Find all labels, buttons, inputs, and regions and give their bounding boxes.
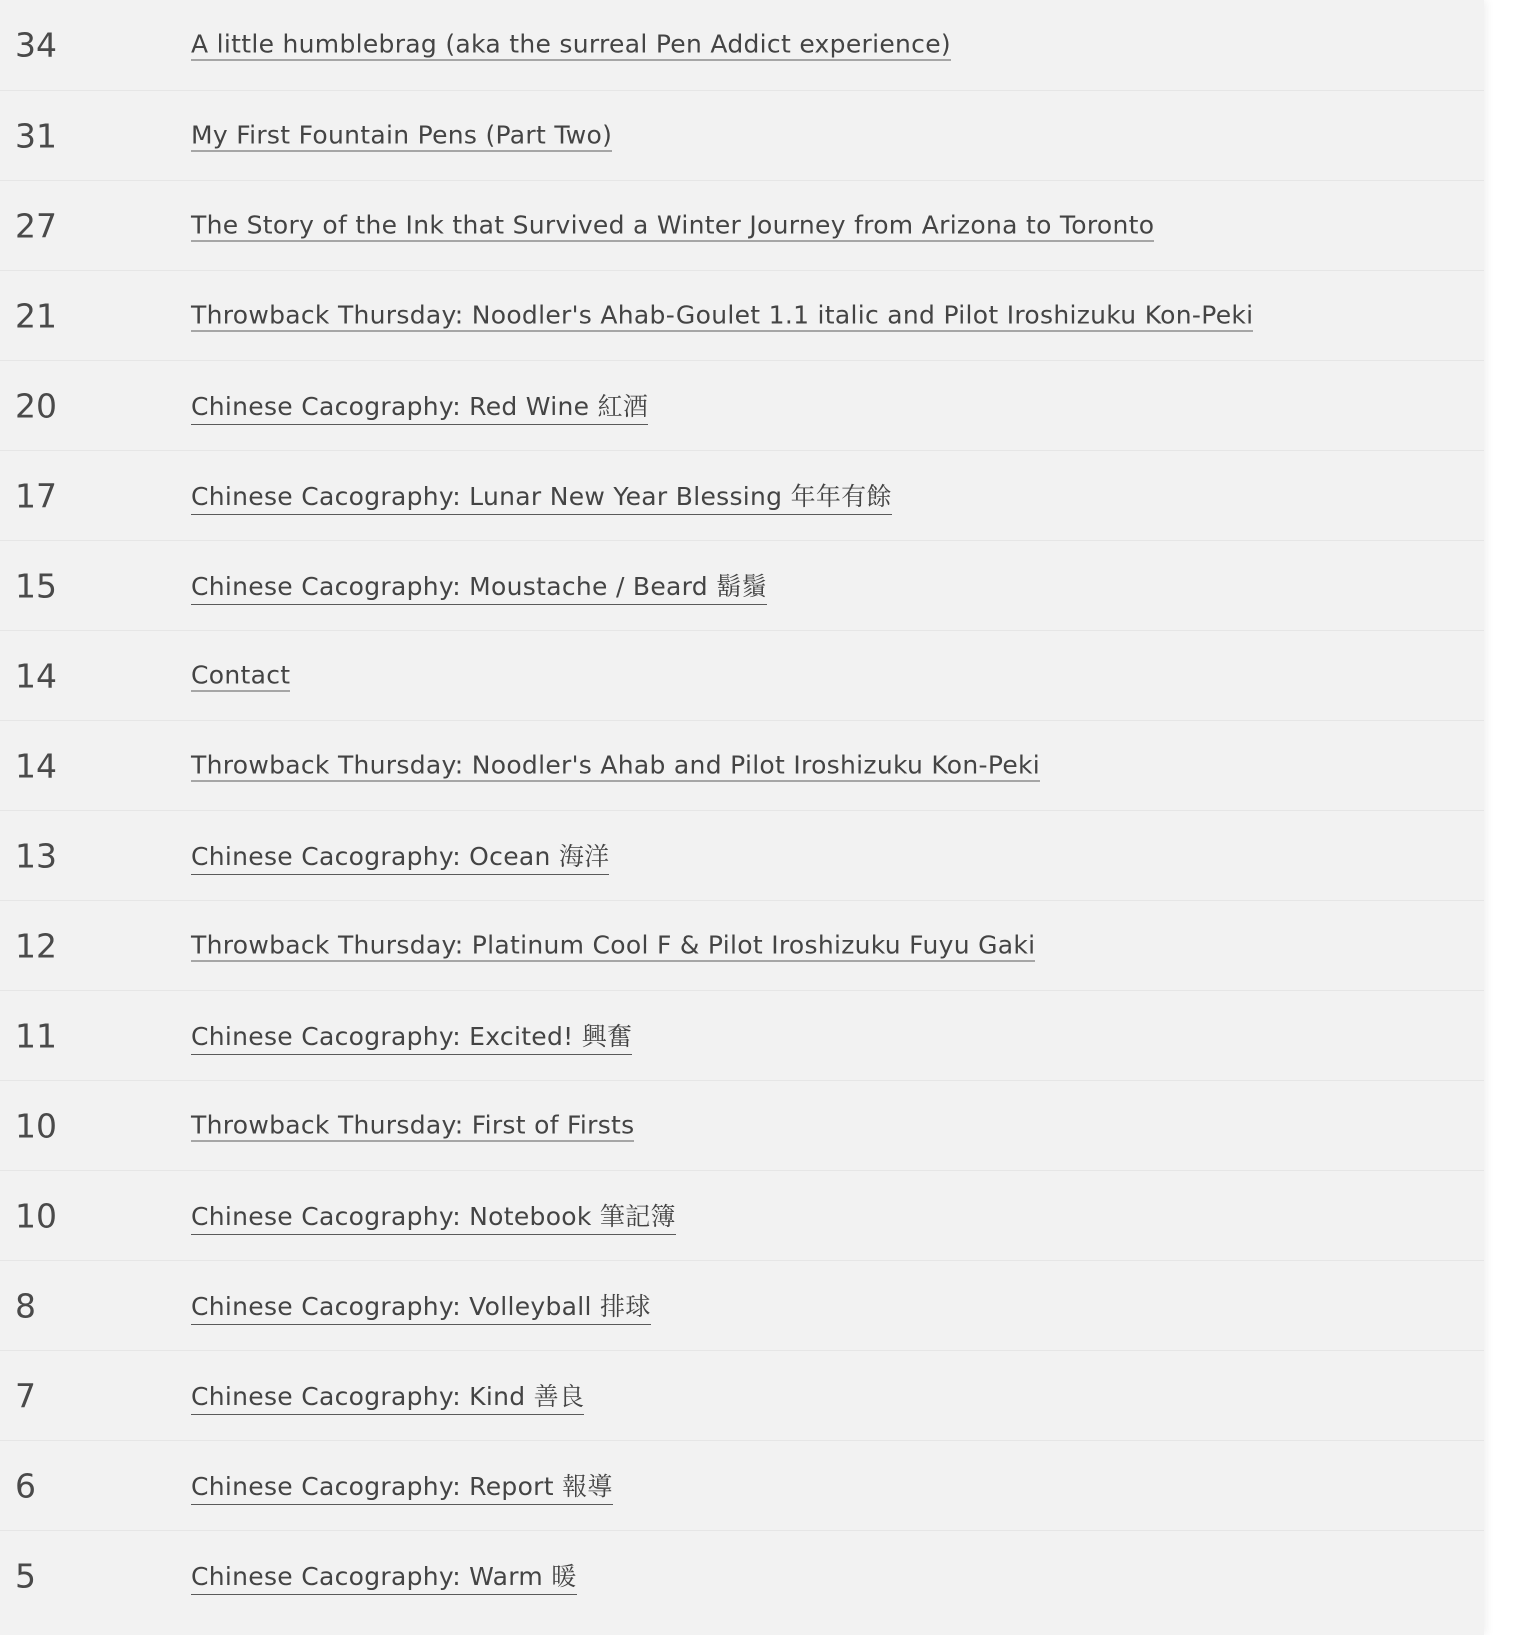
post-link[interactable]: Chinese Cacography: Report 報導: [191, 1467, 613, 1505]
list-item: [0, 810, 1484, 900]
view-count: 17: [15, 476, 57, 515]
list-item: [0, 180, 1484, 270]
list-item: [0, 1350, 1484, 1440]
post-link[interactable]: Throwback Thursday: Noodler's Ahab and Pilot Iroshizuku Kon-Peki: [191, 750, 1041, 779]
list-item: [0, 1170, 1484, 1260]
view-count: 8: [15, 1286, 36, 1325]
view-count: 11: [15, 1016, 57, 1055]
post-link[interactable]: The Story of the Ink that Survived a Winter Journey from Arizona to Toronto: [191, 210, 1155, 239]
view-count: 31: [15, 116, 57, 155]
view-count: 20: [15, 386, 57, 425]
view-count: 14: [15, 746, 57, 785]
list-item: [0, 1530, 1484, 1620]
post-link[interactable]: Chinese Cacography: Notebook 筆記簿: [191, 1197, 676, 1235]
list-item: [0, 720, 1484, 810]
list-item: [0, 990, 1484, 1080]
list-item: [0, 900, 1484, 990]
view-count: 27: [15, 206, 57, 245]
list-item: [0, 90, 1484, 180]
view-count: 5: [15, 1556, 36, 1595]
view-count: 12: [15, 926, 57, 965]
list-item: [0, 1080, 1484, 1170]
post-link[interactable]: Chinese Cacography: Ocean 海洋: [191, 837, 609, 875]
list-item: [0, 1440, 1484, 1530]
view-count: 10: [15, 1106, 57, 1145]
list-item: [0, 450, 1484, 540]
view-count: 15: [15, 566, 57, 605]
view-count: 6: [15, 1466, 36, 1505]
post-link[interactable]: Chinese Cacography: Red Wine 紅酒: [191, 387, 648, 425]
view-count: 14: [15, 656, 57, 695]
post-link[interactable]: Throwback Thursday: Platinum Cool F & Pilot Iroshizuku Fuyu Gaki: [191, 930, 1036, 959]
list-item: [0, 1260, 1484, 1350]
list-item: [0, 0, 1484, 90]
view-count: 7: [15, 1376, 36, 1415]
post-link[interactable]: Chinese Cacography: Moustache / Beard 鬍鬚: [191, 567, 767, 605]
post-link[interactable]: Throwback Thursday: First of Firsts: [191, 1110, 635, 1139]
list-item: [0, 360, 1484, 450]
view-count: 13: [15, 836, 57, 875]
post-link[interactable]: My First Fountain Pens (Part Two): [191, 120, 613, 149]
view-count: 10: [15, 1196, 57, 1235]
post-link[interactable]: Chinese Cacography: Volleyball 排球: [191, 1287, 651, 1325]
post-link[interactable]: Contact: [191, 660, 291, 689]
post-link[interactable]: Chinese Cacography: Lunar New Year Blessing 年年有餘: [191, 477, 892, 515]
post-link[interactable]: Chinese Cacography: Excited! 興奮: [191, 1017, 632, 1055]
post-link[interactable]: A little humblebrag (aka the surreal Pen Addict experience): [191, 29, 951, 59]
post-link[interactable]: Chinese Cacography: Kind 善良: [191, 1377, 584, 1415]
list-item: [0, 630, 1484, 720]
view-count: 21: [15, 296, 57, 335]
list-item: [0, 540, 1484, 630]
post-link[interactable]: Chinese Cacography: Warm 暖: [191, 1557, 577, 1595]
post-link[interactable]: Throwback Thursday: Noodler's Ahab-Goulet 1.1 italic and Pilot Iroshizuku Kon-Peki: [191, 300, 1254, 329]
view-count: 34: [15, 25, 57, 65]
list-item: [0, 270, 1484, 360]
